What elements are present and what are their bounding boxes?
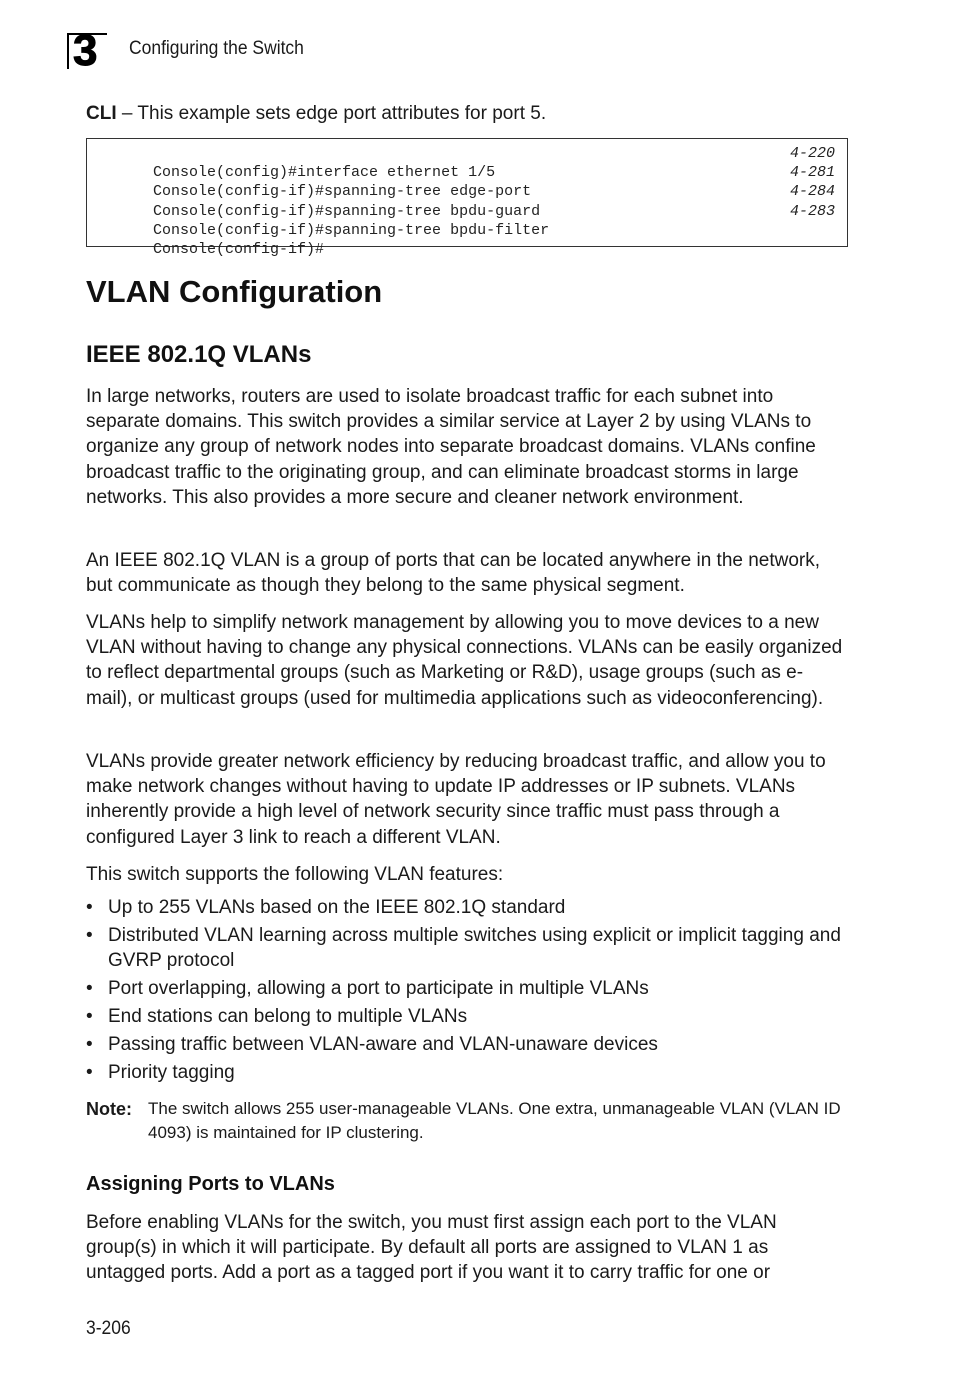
cli-intro-text: – This example sets edge port attributes for port 5.: [116, 103, 547, 124]
note: [86, 1097, 848, 1145]
paragraph: In large networks, routers are used to isolate broadcast traffic for each subnet into separate domains. This switch provides a similar service at Layer 2 by using VLANs to organize any group of network nodes into separate broadcast domains. VLANs confine broadcast traffic to the originating group, and can eliminate broadcast storms in large networks. This also provides a more secure and cleaner network environment.: [86, 386, 816, 508]
code-command: Console(config-if)#spanning-tree bpdu-guard: [153, 202, 541, 220]
code-command: Console(config)#interface ethernet 1/5: [153, 164, 496, 182]
section-title: VLAN Configuration: [86, 274, 383, 309]
bullet-marker: •: [86, 897, 93, 918]
note-text: The switch allows 255 user-manageable VLANs. One extra, unmanageable VLAN (VLAN ID 4093) is maintained for IP clustering.: [148, 1099, 841, 1142]
code-reference: 4-284: [789, 183, 835, 201]
cli-intro: [86, 102, 546, 126]
list-item: [86, 1060, 848, 1085]
bullet-marker: •: [86, 925, 93, 946]
assigning-ports-title: Assigning Ports to VLANs: [86, 1173, 335, 1195]
list-item-text: Port overlapping, allowing a port to participate in multiple VLANs: [108, 978, 649, 1000]
chapter-badge: [67, 26, 107, 75]
feature-list: [86, 895, 848, 1088]
list-item: [86, 923, 848, 973]
bullet-marker: •: [86, 1006, 93, 1028]
list-item-text: Up to 255 VLANs based on the IEEE 802.1Q standard: [108, 897, 566, 918]
code-example: [86, 138, 848, 258]
code-line: [99, 221, 835, 258]
subsection-title: IEEE 802.1Q VLANs: [86, 341, 312, 368]
paragraph: VLANs help to simplify network management by allowing you to move devices to a new VLAN without having to change any physical connections. VLANs can be easily organized to reflect departmental groups (such as Marketing or R&D), usage groups (such as e-mail), or multicast groups (used for multimedia applications such as videoconferencing).: [86, 612, 843, 709]
code-line: [99, 202, 835, 239]
code-reference: 4-220: [789, 145, 835, 162]
code-reference: 4-281: [789, 164, 835, 182]
list-item-text: Distributed VLAN learning across multiple switches using explicit or implicit tagging and GVRP protocol: [108, 925, 841, 972]
code-command: Console(config-if)#: [153, 240, 325, 258]
paragraph: An IEEE 802.1Q VLAN is a group of ports that can be located anywhere in the network, but communicate as though they belong to the same physical segment.: [86, 550, 821, 597]
list-item: [86, 895, 848, 920]
code-command: Console(config-if)#spanning-tree bpdu-filter: [153, 221, 550, 239]
code-reference: 4-283: [789, 202, 835, 220]
cli-label: CLI: [86, 103, 117, 124]
bullet-marker: •: [86, 1034, 93, 1056]
chapter-number: 3: [73, 26, 97, 75]
bullet-marker: •: [86, 978, 93, 1000]
list-item-text: Passing traffic between VLAN-aware and VLAN-unaware devices: [108, 1034, 658, 1056]
paragraph: Before enabling VLANs for the switch, you must first assign each port to the VLAN group(s) in which it will participate. By default all ports are assigned to VLAN 1 as untagged ports. Add a port as a tagged port if you want it to carry traffic for one or: [86, 1212, 777, 1284]
list-item: [86, 1004, 848, 1029]
running-head: Configuring the Switch: [129, 38, 304, 59]
note-label: Note:: [86, 1099, 132, 1119]
list-item-text: End stations can belong to multiple VLANs: [108, 1006, 468, 1028]
list-item: [86, 976, 848, 1001]
paragraph: VLANs provide greater network efficiency by reducing broadcast traffic, and allow you to make network changes without having to update IP addresses or IP subnets. VLANs inherently provide a high level of network security since traffic must pass through a configured Layer 3 link to reach a different VLAN.: [86, 751, 826, 848]
bullet-marker: •: [86, 1062, 93, 1084]
page-number: 3-206: [86, 1318, 131, 1339]
paragraph: This switch supports the following VLAN features:: [86, 864, 504, 885]
code-command: Console(config-if)#spanning-tree edge-port: [153, 183, 532, 201]
list-item: [86, 1032, 848, 1057]
list-item-text: Priority tagging: [108, 1062, 235, 1084]
